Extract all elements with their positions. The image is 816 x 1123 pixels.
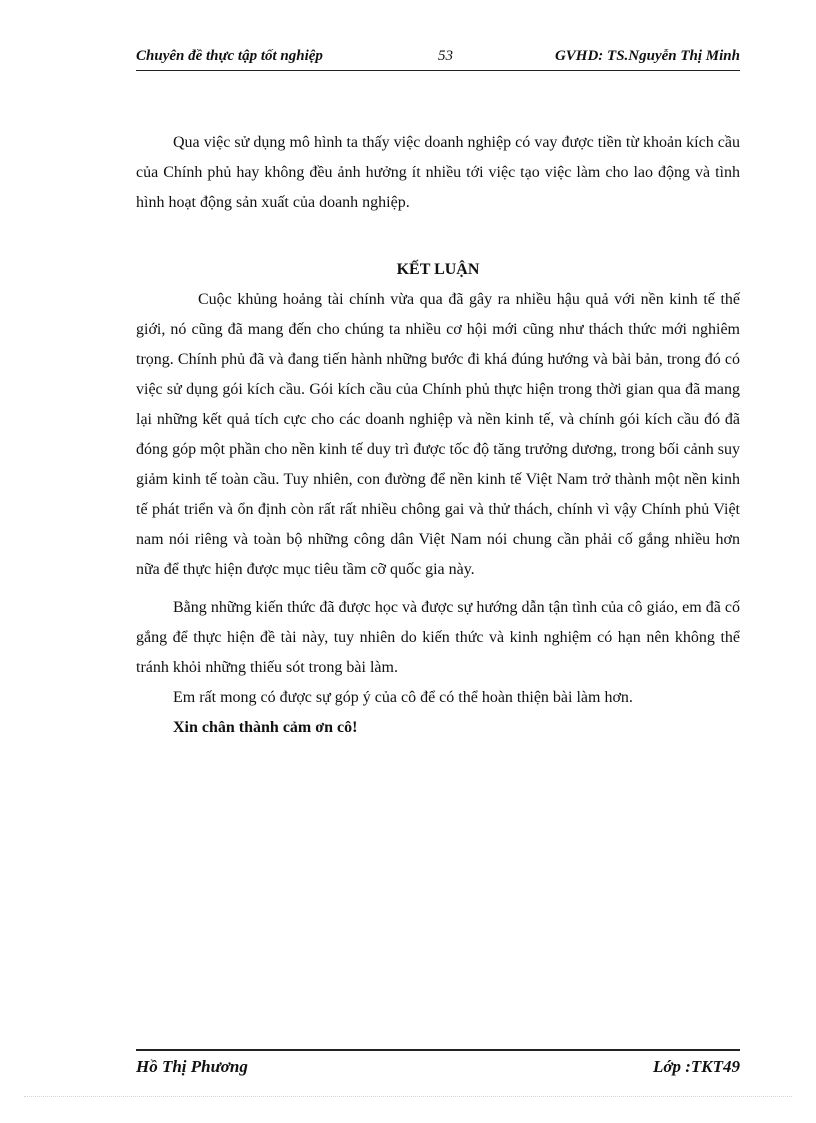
thanks-line: Xin chân thành cảm ơn cô! <box>173 719 358 736</box>
page-header <box>136 48 740 71</box>
header-supervisor: GVHD: TS.Nguyễn Thị Minh <box>554 48 740 64</box>
conclusion-paragraph-1: Cuộc khủng hoảng tài chính vừa qua đã gây ra nhiều hậu quả với nền kinh tế thế giới, nó cũng đã mang đến cho chúng ta nhiều cơ hội mới cũng như thách thức mới nghiêm trọng. Chính phủ đã và đang tiến hành những bước đi khá đúng hướng và bài bản, trong đó có việc sử dụng gói kích cầu. Gói kích cầu của Chính phủ thực hiện trong thời gian qua đã mang lại những kết quả tích cực cho các doanh nghiệp và nền kinh tế, và chính gói kích cầu đó đã đóng góp một phần cho nền kinh tế duy trì được tốc độ tăng trưởng dương, trong bối cảnh suy giảm kinh tế toàn cầu. Tuy nhiên, con đường để nền kinh tế Việt Nam trở thành một nền kinh tế phát triển và ổn định còn rất rất nhiều chông gai và thử thách, chính vì vậy Chính phủ Việt nam nói riêng và toàn bộ những công dân Việt Nam nói chung cần phải cố gắng nhiều hơn nữa để thực hiện được mục tiêu tầm cỡ quốc gia này. <box>136 291 740 578</box>
page-bottom-divider <box>24 1096 792 1097</box>
intro-paragraph: Qua việc sử dụng mô hình ta thấy việc doanh nghiệp có vay được tiền từ khoản kích cầu của Chính phủ hay không đều ảnh hưởng ít nhiều tới việc tạo việc làm cho lao động và tình hình hoạt động sản xuất của doanh nghiệp. <box>136 134 740 211</box>
footer-class: Lớp :TKT49 <box>652 1057 740 1076</box>
page-content <box>136 128 740 743</box>
footer-author: Hồ Thị Phương <box>136 1057 248 1076</box>
header-document-title: Chuyên đề thực tập tốt nghiệp <box>136 48 323 64</box>
section-heading: KẾT LUẬN <box>396 261 480 278</box>
page-footer <box>136 1049 740 1076</box>
conclusion-paragraph-2: Bằng những kiến thức đã được học và được sự hướng dẫn tận tình của cô giáo, em đã cố gắng để thực hiện đề tài này, tuy nhiên do kiến thức và kinh nghiệm có hạn nên không thể tránh khỏi những thiếu sót trong bài làm. <box>136 599 740 676</box>
conclusion-paragraph-3: Em rất mong có được sự góp ý của cô để có thể hoàn thiện bài làm hơn. <box>173 689 633 706</box>
header-page-number: 53 <box>438 48 453 64</box>
